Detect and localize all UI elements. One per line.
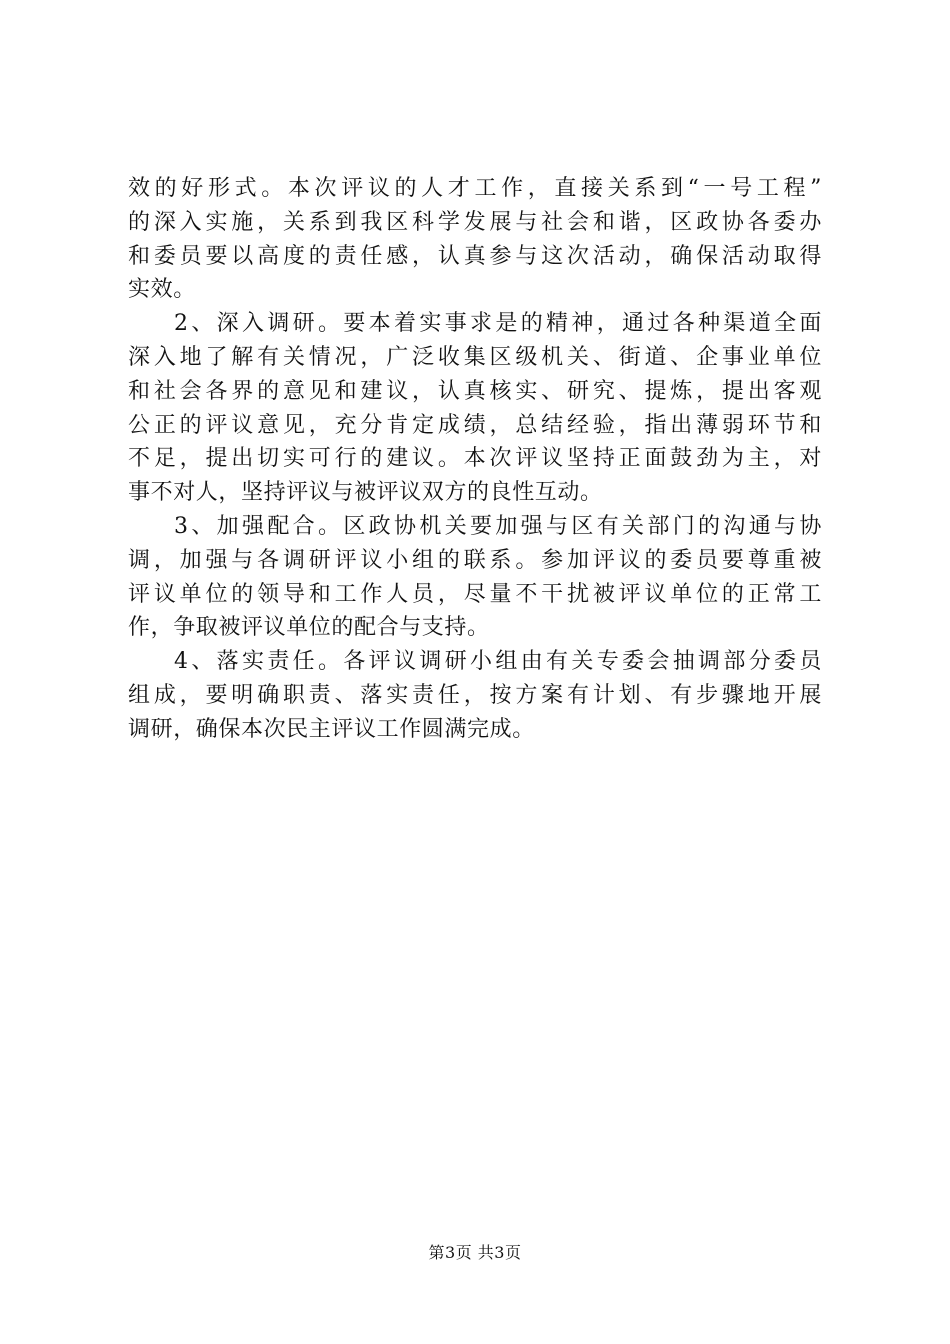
text-line: 深入地了解有关情况，广泛收集区级机关、街道、企事业单位 [128, 344, 822, 370]
text-line: 4、落实责任。各评议调研小组由有关专委会抽调部分委员 [174, 649, 822, 675]
text-line: 评议单位的领导和工作人员，尽量不干扰被评议单位的正常工 [128, 581, 822, 607]
document-body [128, 172, 822, 747]
text-line: 实效。 [128, 277, 196, 303]
text-line: 组成，要明确职责、落实责任，按方案有计划、有步骤地开展 [128, 682, 822, 708]
text-line: 效的好形式。本次评议的人才工作，直接关系到“一号工程” [128, 176, 822, 201]
paragraph-continuation [128, 172, 822, 307]
text-line: 和委员要以高度的责任感，认真参与这次活动，确保活动取得 [128, 243, 822, 269]
text-line: 和社会各界的意见和建议，认真核实、研究、提炼，提出客观 [128, 378, 822, 404]
text-line: 公正的评议意见，充分肯定成绩，总结经验，指出薄弱环节和 [128, 412, 822, 438]
paragraph-in-depth-research [128, 307, 822, 510]
paragraph-coordination [128, 510, 822, 645]
text-line: 不足，提出切实可行的建议。本次评议坚持正面鼓劲为主，对 [128, 446, 822, 472]
text-line: 作，争取被评议单位的配合与支持。 [128, 615, 490, 641]
text-line: 调研，确保本次民主评议工作圆满完成。 [128, 716, 535, 742]
text-line: 的深入实施，关系到我区科学发展与社会和谐，区政协各委办 [128, 209, 822, 235]
text-line: 3、加强配合。区政协机关要加强与区有关部门的沟通与协 [174, 513, 822, 539]
text-line: 2、深入调研。要本着实事求是的精神，通过各种渠道全面 [174, 311, 822, 337]
page-number-footer: 第3页 共3页 [428, 1243, 522, 1262]
text-line: 事不对人，坚持评议与被评议双方的良性互动。 [128, 480, 603, 506]
text-line: 调，加强与各调研评议小组的联系。参加评议的委员要尊重被 [128, 547, 822, 573]
paragraph-responsibility [128, 645, 822, 746]
